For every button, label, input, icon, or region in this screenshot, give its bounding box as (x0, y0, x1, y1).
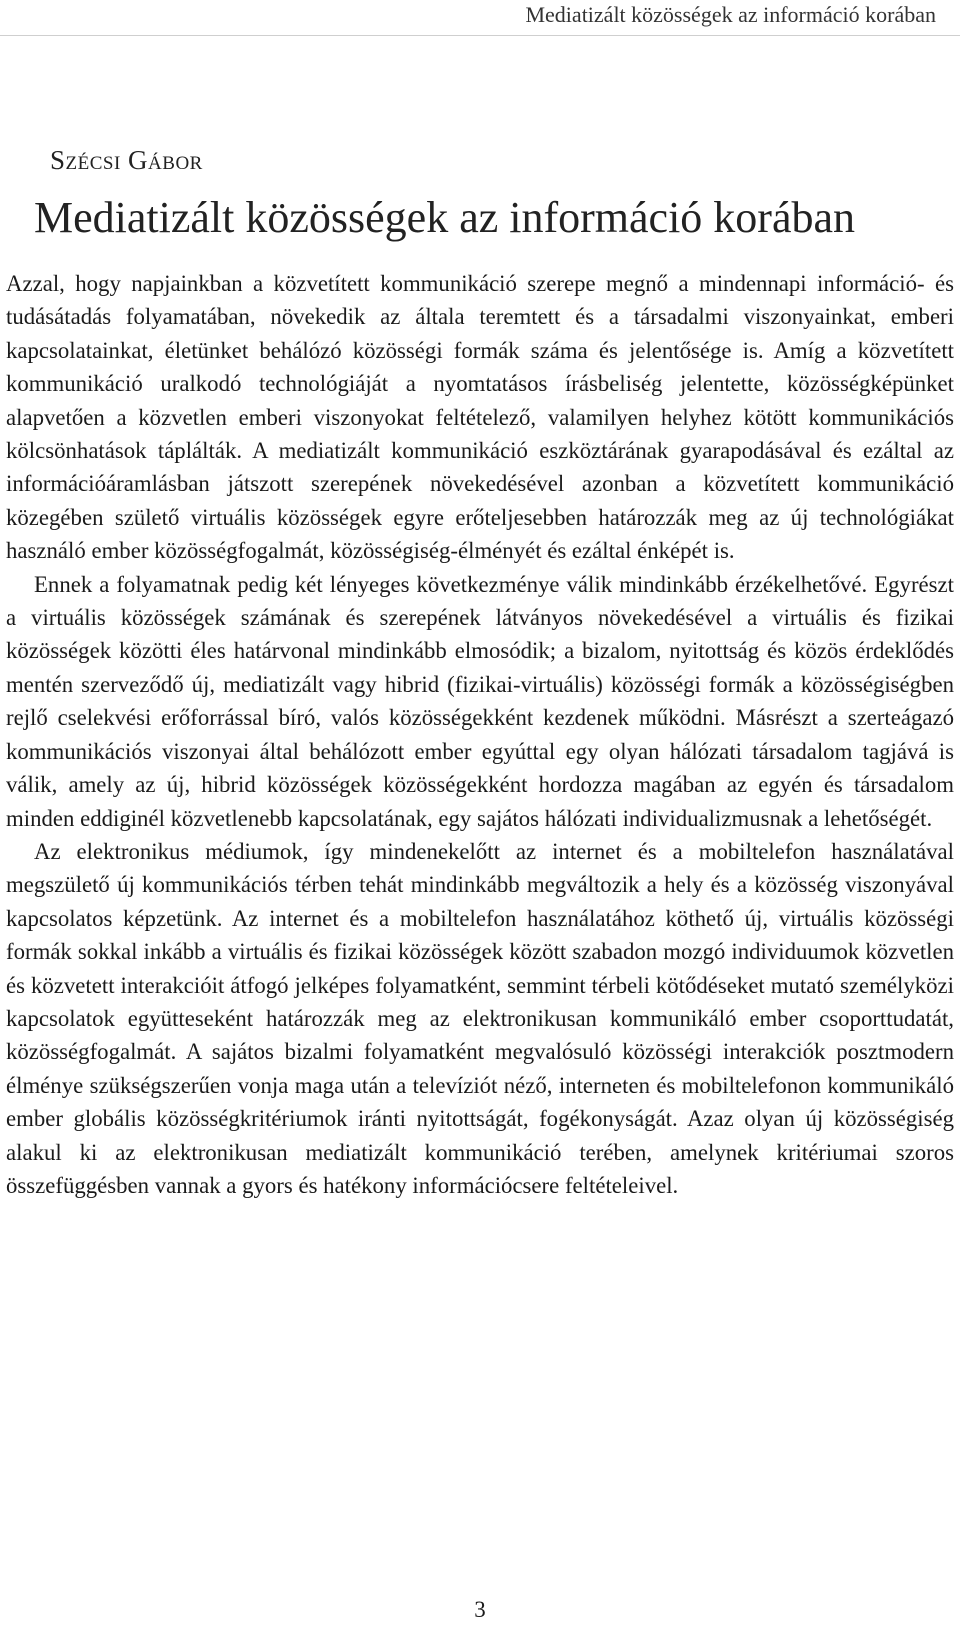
running-header-title: Mediatizált közösségek az információ korában (525, 2, 936, 27)
author-name (50, 145, 203, 176)
article-body (6, 267, 954, 1202)
paragraph-1: Azzal, hogy napjainkban a közvetített kommunikáció szerepe megnő a mindennapi információ- és tudásátadás folyamatában, növekedik az általa teremtett és a társadalmi viszonyainkat, emberi kapcsolatainkat, életünket behálózó közösségi formák száma és jelentősége is. Amíg a közvetített kommunikáció uralkodó technológiáját a nyomtatásos írásbeliség jelentette, közösségképünket alapvetően a közvetlen emberi viszonyokat feltételező, valamilyen helyhez kötött kommunikációs kölcsönhatások táplálták. A mediatizált kommunikáció eszköztárának gyarapodásával és ezáltal az információáramlásban játszott szerepének növekedésével azonban a közvetített kommunikáció közegében születő virtuális közösségek egyre erőteljesebben határozzák meg az új technológiákat használó ember közösségfogalmát, közösségiség-élményét és ezáltal énképét is. (6, 271, 954, 564)
page-number: 3 (474, 1597, 486, 1622)
author-name-text: Szécsi Gábor (50, 145, 203, 175)
running-header (0, 0, 960, 36)
paragraph-2: Ennek a folyamatnak pedig két lényeges következménye válik mindinkább érzékelhetővé. Egyrészt a virtuális közösségek számának és szerepének látványos növekedésével a virtuális és fizikai közösségek közötti éles határvonal mindinkább elmosódik; a bizalom, nyitottság és közös érdeklődés mentén szerveződő új, mediatizált vagy hibrid (fizikai-virtuális) közösségi formák a közösségiségben rejlő cselekvési erőforrással bíró, valós közösségekként kezdenek működni. Másrészt a szerteágazó kommunikációs viszonyai által behálózott ember egyúttal egy olyan hálózati társadalom tagjává is válik, amely az új, hibrid közösségek közösségekként hordozza magában az egyén és társadalom minden eddiginél közvetlenebb kapcsolatának, egy sajátos hálózati individualizmusnak a lehetőségét. (6, 571, 954, 831)
paragraph-3: Az elektronikus médiumok, így mindenekelőtt az internet és a mobiltelefon használatával megszülető új kommunikációs térben tehát mindinkább megváltozik a hely és a közösség viszonyával kapcsolatos képzetünk. Az internet és a mobiltelefon használatához köthető új, virtuális közösségi formák sokkal inkább a virtuális és fizikai közösségek között szabadon mozgó individuumok közvetlen és közvetett interakcióit átfogó jelképes folyamatként, semmint térbeli kötődéseket mutató személyközi kapcsolatok együtteseként határozzák meg az elektronikusan kommunikáló ember csoporttudatát, közösségfogalmát. A sajátos bizalmi folyamatként megvalósuló közösségi interakciók posztmodern élménye szükségszerűen vonja maga után a televíziót néző, interneten és mobiltelefonon kommunikáló ember globális közösségkritériumok iránti nyitottságát, fogékonyságát. Azaz olyan új közösségiség alakul ki az elektronikusan mediatizált kommunikáció terében, amelynek kritériumai szoros összefüggésben vannak a gyors és hatékony információcsere feltételeivel. (6, 838, 954, 1198)
article-title: Mediatizált közösségek az információ korában (34, 193, 856, 242)
